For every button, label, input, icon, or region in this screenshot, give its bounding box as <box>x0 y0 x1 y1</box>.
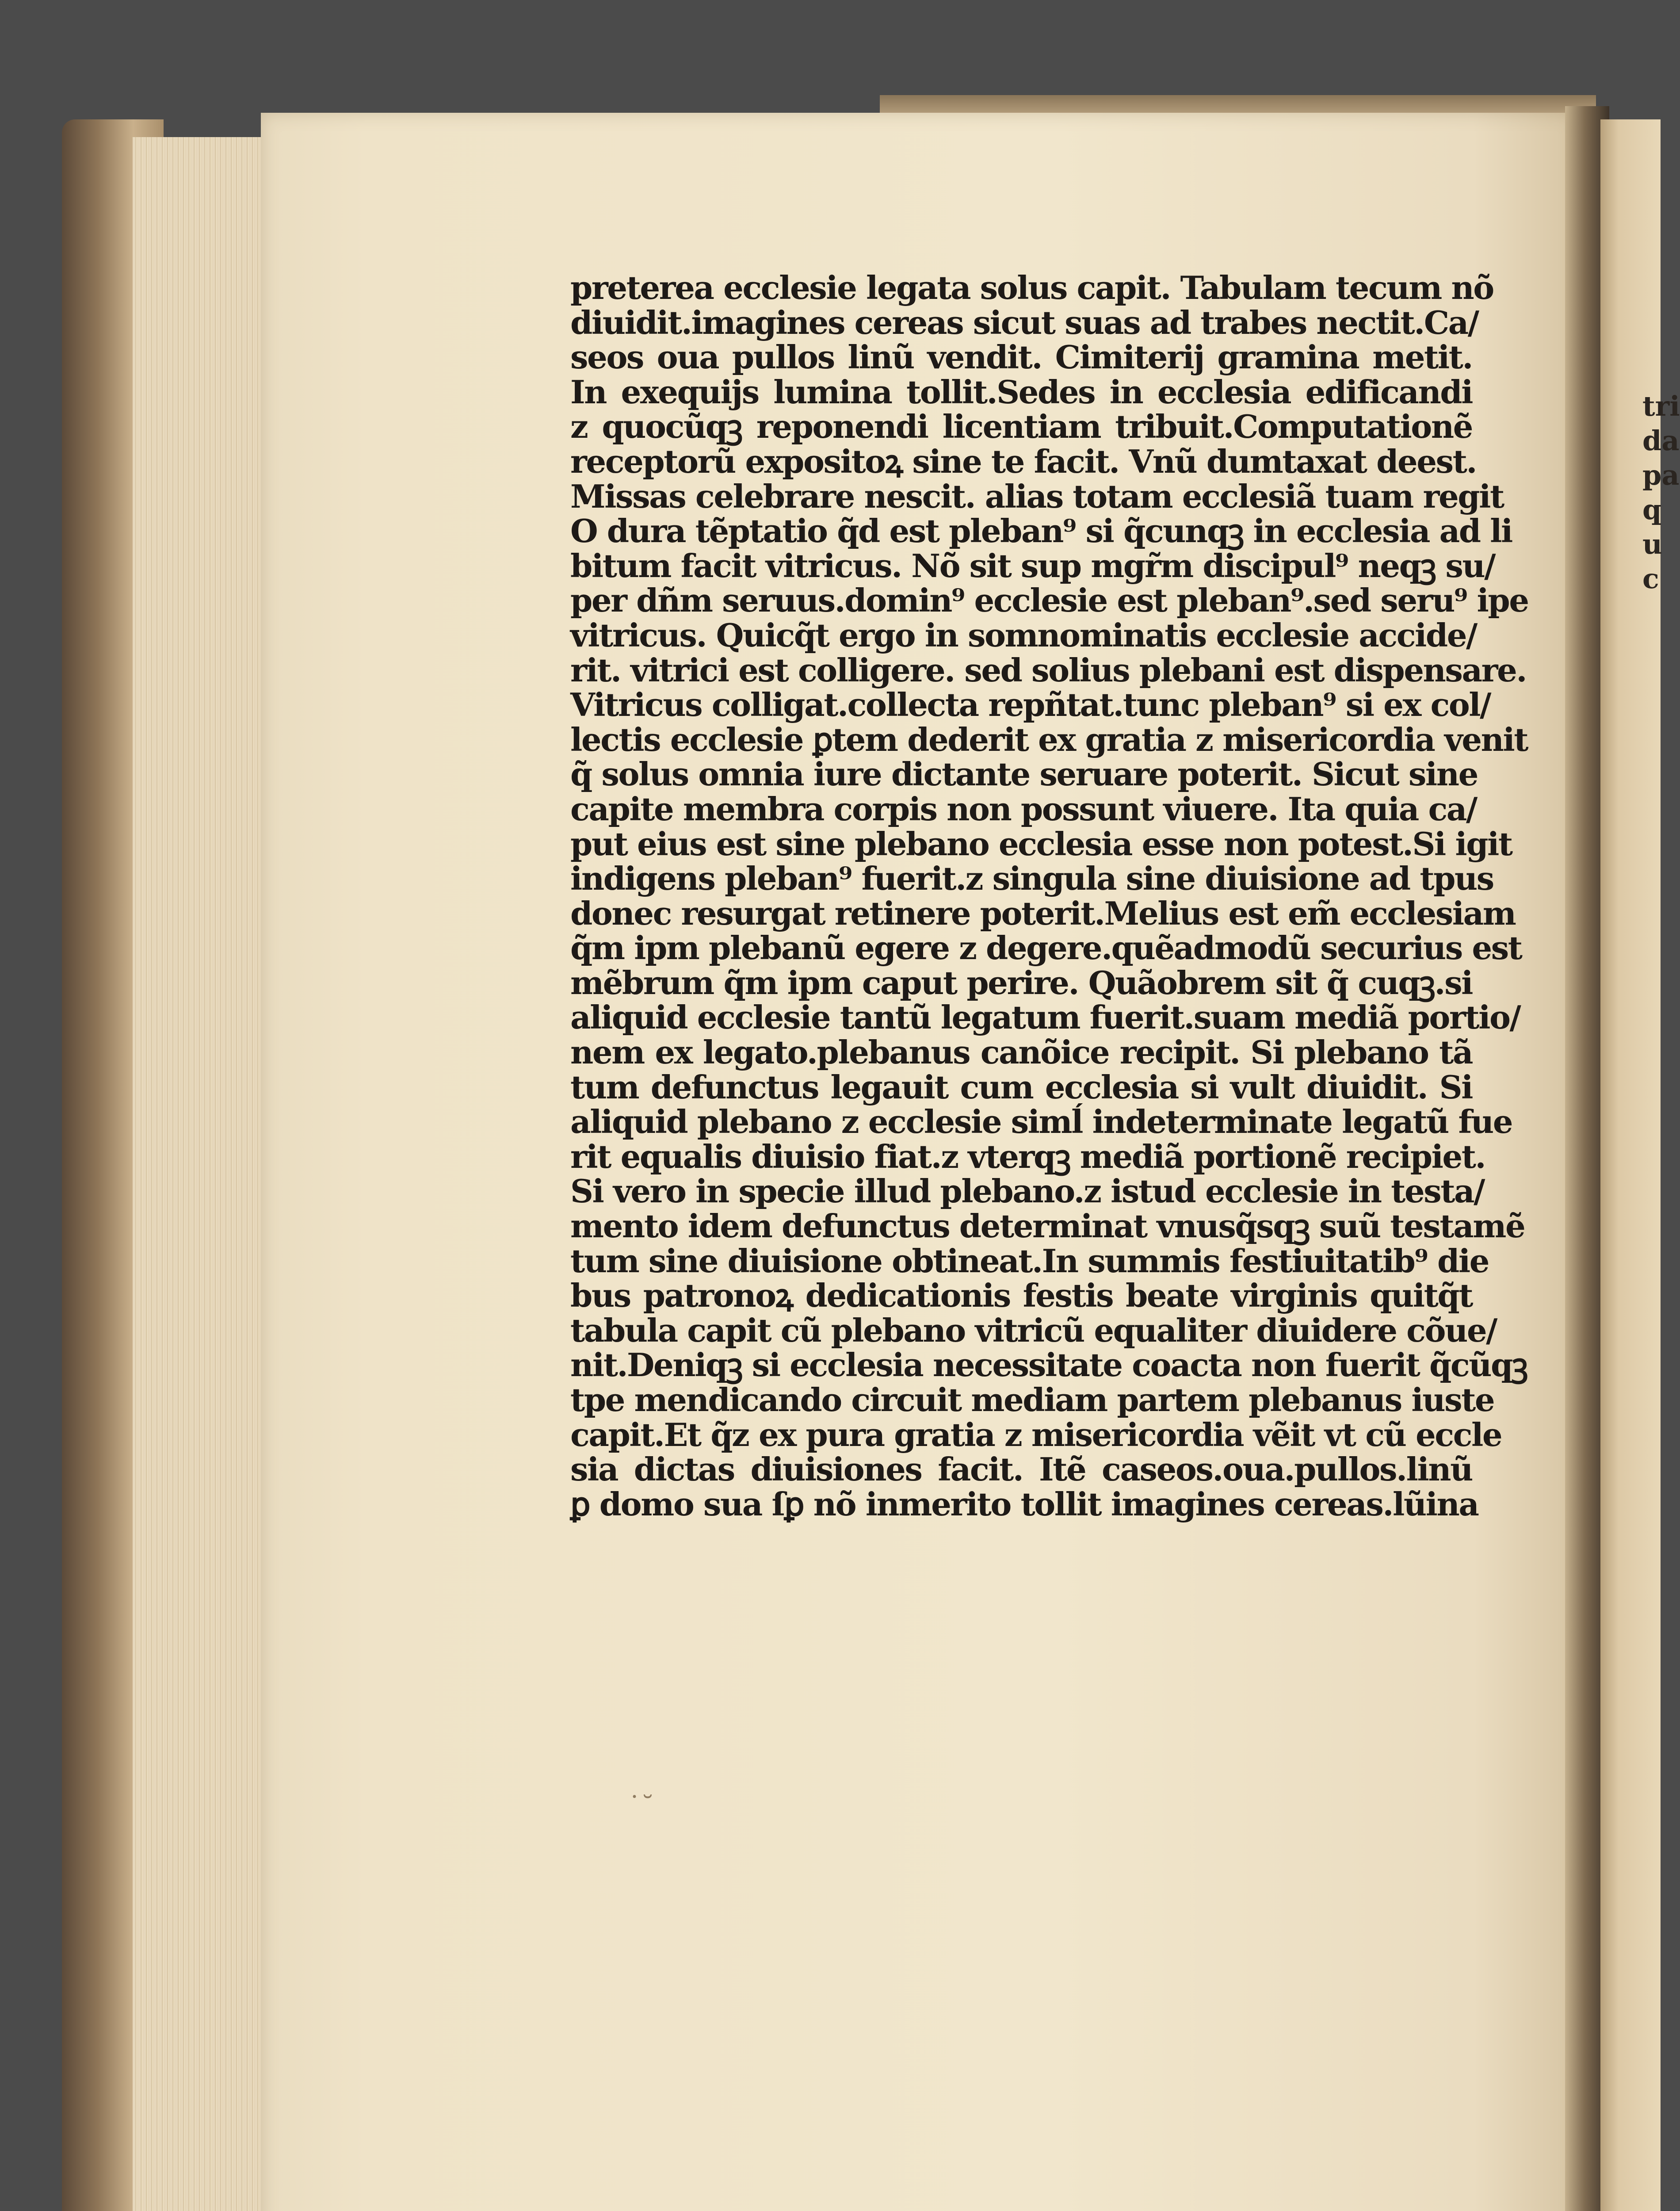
text-line: capite membra corpis non possunt viuere. Ita quia ca/ <box>570 790 1477 828</box>
text-line: seos oua pullos linũ vendit. Cimiterij gramina metit. <box>570 338 1472 376</box>
text-line: sia dictas diuisiones facit. Itẽ caseos.oua.pullos.linũ <box>570 1450 1472 1488</box>
text-line: nit.Deniqꝫ si ecclesia necessitate coacta non fuerit q̃cũqꝫ <box>570 1346 1527 1384</box>
text-line: In exequijs lumina tollit.Sedes in ecclesia edificandi <box>570 373 1472 411</box>
ink-smudge: ˙˘ <box>628 1791 654 1822</box>
text-line: diuidit.imagines cereas sicut suas ad trabes nectit.Ca/ <box>570 303 1478 341</box>
text-line: tum defunctus legauit cum ecclesia si vult diuidit. Si <box>570 1068 1472 1106</box>
text-line: O dura tẽptatio q̃d est pleban⁹ si q̃cunqꝫ in ecclesia ad li <box>570 512 1512 550</box>
text-line: per dñm seruus.domin⁹ ecclesie est pleban⁹.sed seru⁹ ipe <box>570 581 1528 620</box>
text-line: aliquid ecclesie tantũ legatum fuerit.suam mediã portio/ <box>570 998 1520 1037</box>
text-line: aliquid plebano z ecclesie simĺ indeterminate legatũ fue <box>570 1103 1512 1141</box>
text-line: z quocũqꝫ reponendi licentiam tribuit.Computationẽ <box>570 408 1472 446</box>
text-line: tum sine diuisione obtineat.In summis festiuitatib⁹ die <box>570 1242 1489 1280</box>
text-line: tpe mendicando circuit mediam partem plebanus iuste <box>570 1381 1494 1419</box>
page-edges <box>133 137 265 2211</box>
text-line: capit.Et q̃z ex pura gratia z misericordia vẽit vt cũ eccle <box>570 1415 1502 1454</box>
text-line: q̃ solus omnia iure dictante seruare poterit. Sicut sine <box>570 755 1478 793</box>
right-page-text <box>1642 389 1680 596</box>
text-line: bus patronoꝝ dedicationis festis beate virginis quitq̃t <box>570 1277 1472 1315</box>
right-fragment: c <box>1642 562 1659 595</box>
text-line: Si vero in specie illud plebano.z istud ecclesie in testa/ <box>570 1172 1484 1210</box>
text-line: nem ex legato.plebanus canõice recipit. Si plebano tã <box>570 1033 1472 1071</box>
text-line: rit. vitrici est colligere. sed solius plebani est dispensare. <box>570 651 1526 689</box>
text-line: q̃m ipm plebanũ egere z degere.quẽadmodũ securius est <box>570 929 1522 967</box>
text-line: donec resurgat retinere poterit.Melius est em̃ ecclesiam <box>570 894 1516 932</box>
text-line: lectis ecclesie ꝑtem dederit ex gratia z misericordia venit <box>570 720 1528 758</box>
text-line: tabula capit cũ plebano vitricũ equaliter diuidere cõue/ <box>570 1311 1497 1349</box>
right-page <box>1600 119 1680 2211</box>
book-top-edge <box>880 95 1596 115</box>
text-line: Vitricus colligat.collecta repñtat.tunc pleban⁹ si ex col/ <box>570 686 1490 724</box>
page-text-block <box>570 269 1528 1523</box>
text-line: bitum facit vitricus. Nõ sit sup mgr̃m discipul⁹ neqꝫ su/ <box>570 547 1495 585</box>
text-line: indigens pleban⁹ fuerit.z singula sine diuisione ad tpus <box>570 860 1493 898</box>
text-line: preterea ecclesie legata solus capit. Tabulam tecum nõ <box>570 269 1493 306</box>
text-line: put eius est sine plebano ecclesia esse non potest.Si igit <box>570 825 1512 863</box>
text-line: mento idem defunctus determinat vnusq̃sqꝫ suũ testamẽ <box>570 1207 1525 1245</box>
text-line: ꝑ domo sua ſꝑ nõ inmerito tollit imagines cereas.lũina <box>570 1485 1478 1523</box>
right-fragment: pa <box>1642 459 1680 491</box>
right-fragment: tri <box>1642 390 1680 422</box>
right-fragment: u <box>1642 528 1663 560</box>
text-line: Missas celebrare nescit. alias totam ecclesiã tuam regit <box>570 477 1504 515</box>
right-fragment: da <box>1642 425 1680 457</box>
text-line: mẽbrum q̃m ipm caput perire. Quãobrem sit q̃ cuqꝫ.si <box>570 964 1472 1002</box>
text-line: receptorũ expositoꝝ sine te facit. Vnũ dumtaxat deest. <box>570 442 1476 480</box>
right-fragment: q <box>1642 493 1662 526</box>
text-line: vitricus. Quicq̃t ergo in somnominatis ecclesie accide/ <box>570 616 1477 654</box>
text-line: rit equalis diuisio fiat.z vterqꝫ mediã portionẽ recipiet. <box>570 1137 1485 1175</box>
